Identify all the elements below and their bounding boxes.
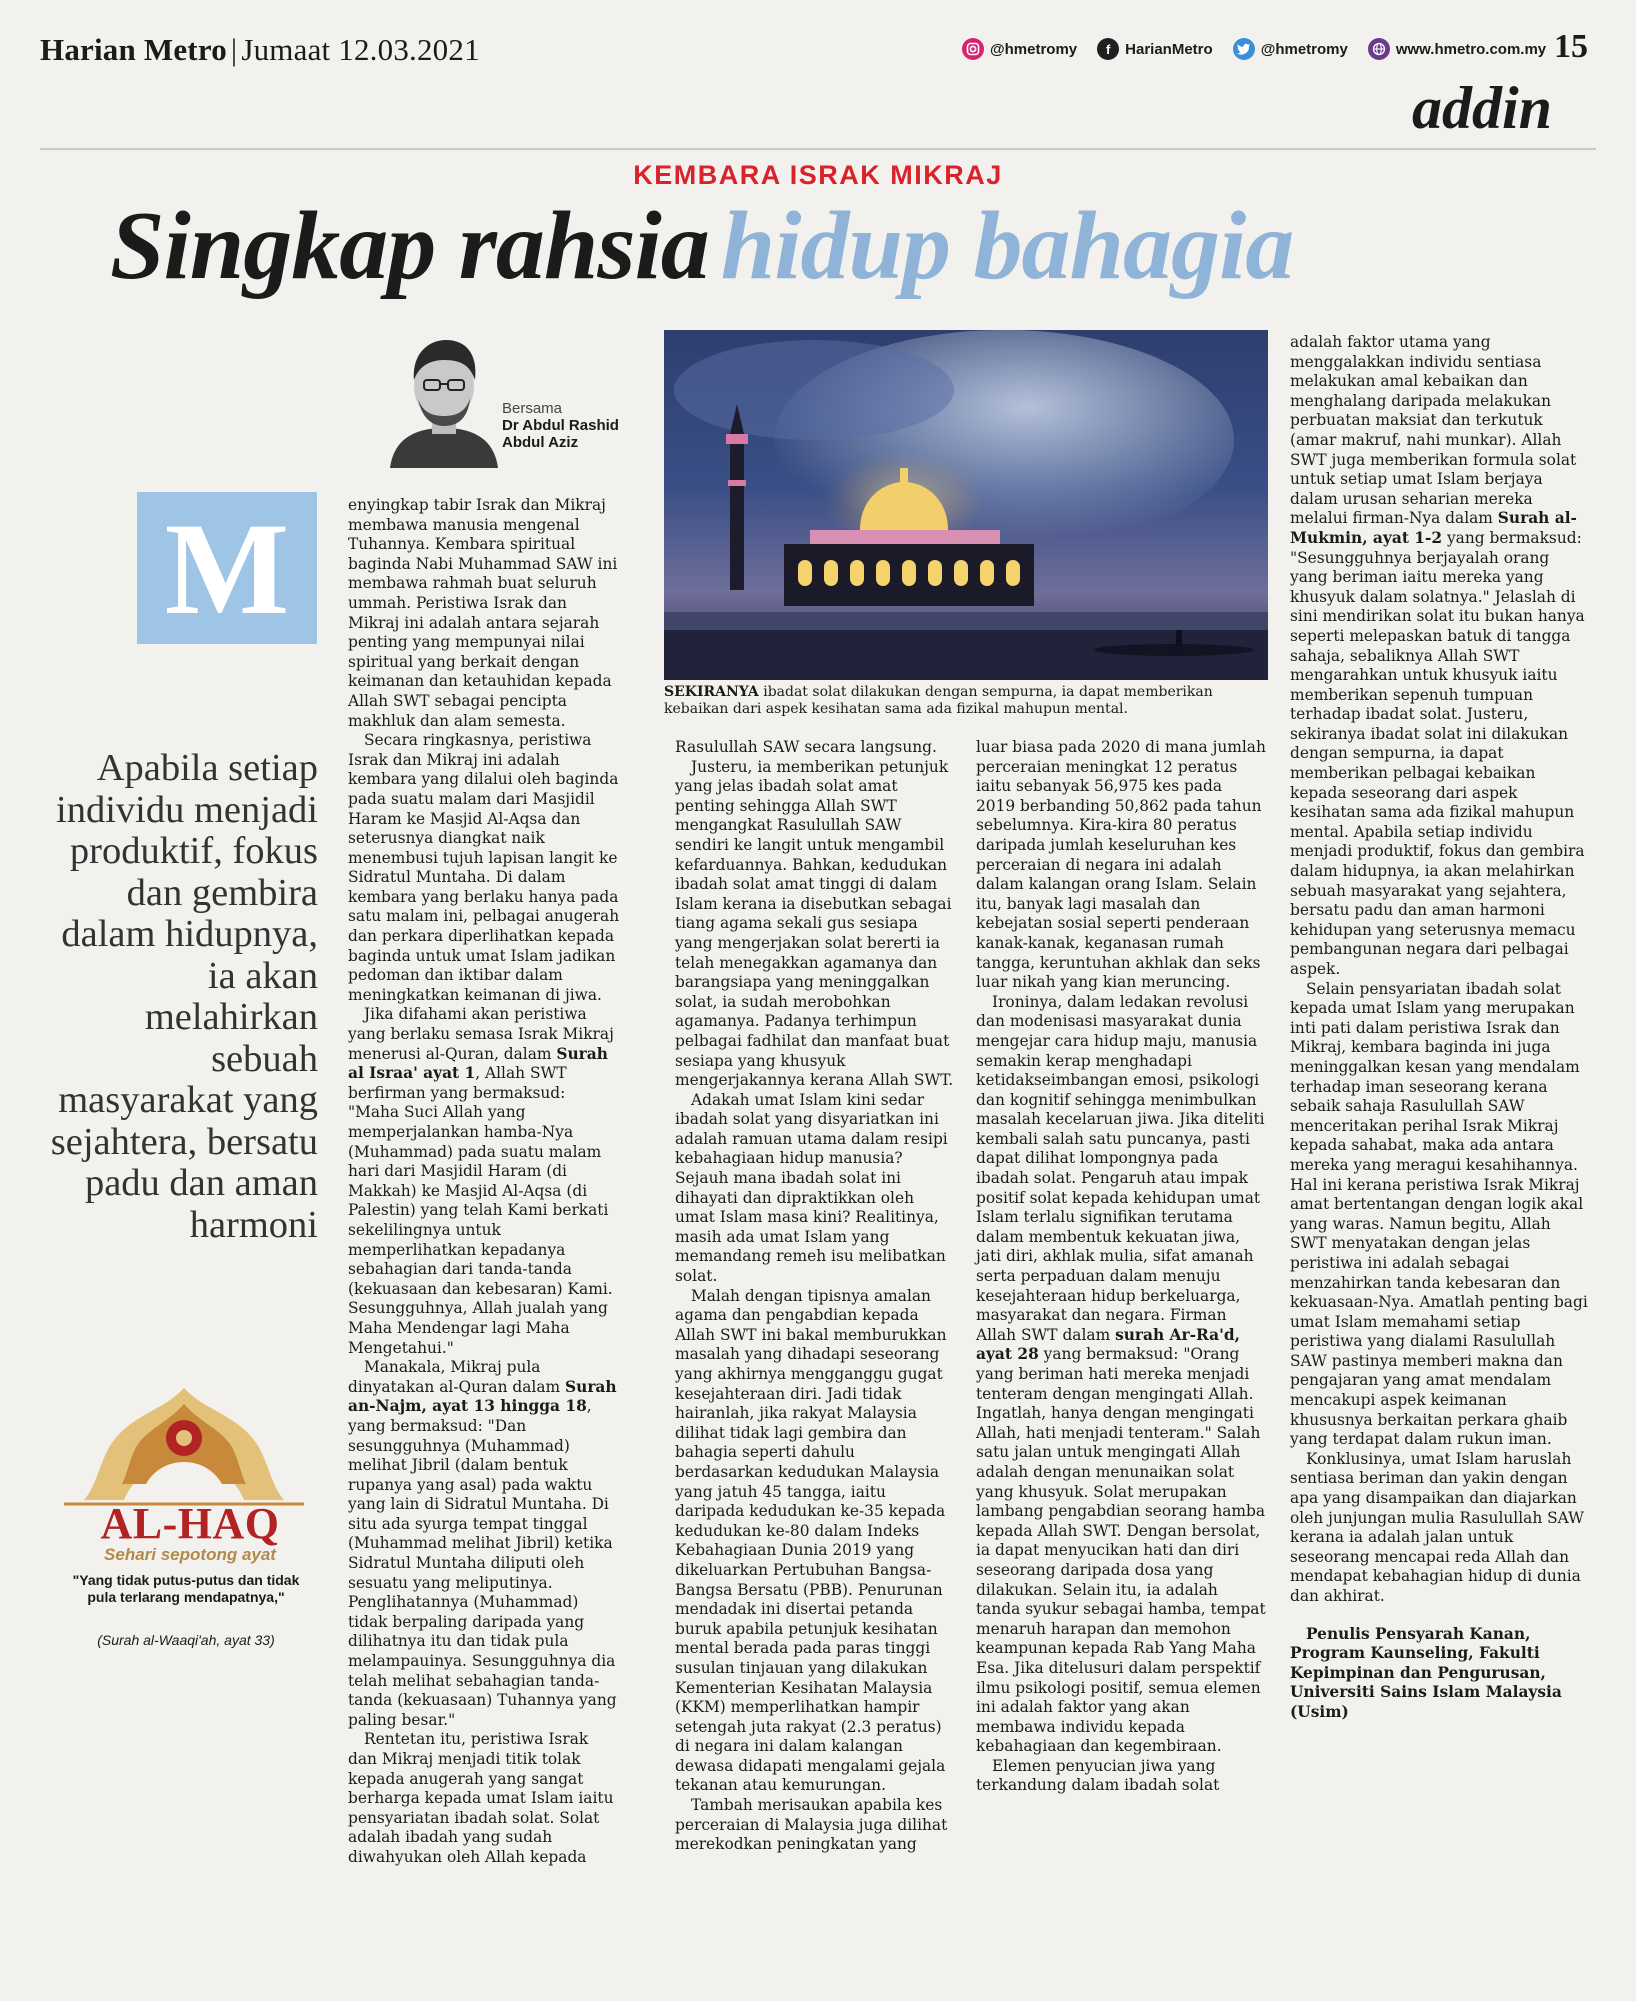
paragraph: luar biasa pada 2020 di mana jumlah perceraian meningkat 12 peratus iaitu sebanyak 56,975 kes pada 2019 berbanding 50,862 pada tahun sebelumnya. Kira-kira 80 peratus daripada jumlah keseluruhan kes perceraian di negara ini adalah dalam kalangan orang Islam. Selain itu, banyak lagi masalah dan kebejatan sosial seperti penderaan kanak-kanak, keganasan rumah tangga, keruntuhan akhlak dan seks luar nikah yang kian meruncing. — [976, 738, 1266, 992]
headline — [110, 190, 1293, 302]
paragraph: Secara ringkasnya, peristiwa Israk dan Mikraj ini adalah kembara yang dilalui oleh baginda pada suatu malam dari Masjidil Haram ke Masjid Al-Aqsa dan seterusnya diangkat naik menembusi tujuh lapisan langit ke Sidratul Muntaha. Di dalam kembara yang berlaku hanya pada satu malam ini, pelbagai anugerah dan perkara diperlihatkan kepada baginda untuk umat Islam jadikan pedoman dan iktibar dalam meningkatkan keimanan di jiwa. — [348, 731, 620, 1004]
byline-name-line1: Dr Abdul Rashid — [502, 417, 619, 434]
instagram-handle: @hmetromy — [990, 40, 1078, 58]
article-column-2 — [675, 738, 955, 1855]
verse-reference: Surah an-Najm, ayat 13 hingga 18 — [348, 1377, 617, 1416]
article-column-3 — [976, 738, 1266, 1796]
page-number: 15 — [1554, 28, 1588, 65]
paragraph: Elemen penyucian jiwa yang terkandung dalam ibadah solat — [976, 1756, 1220, 1795]
paper-name: Harian Metro — [40, 32, 227, 67]
section-name: addin — [1412, 75, 1553, 141]
caption-text: ibadat solat dilakukan dengan sempurna, ia dapat memberikan kebaikan dari aspek kesihatan sama ada fizikal mahupun mental. — [664, 684, 1213, 717]
twitter-icon — [1233, 38, 1255, 60]
headline-part1: Singkap rahsia — [110, 192, 709, 300]
kicker: KEMBARA ISRAK MIKRAJ — [633, 160, 1003, 190]
verse-reference: surah Ar-Ra'd, ayat 28 — [976, 1325, 1240, 1364]
issue-date: Jumaat 12.03.2021 — [241, 32, 480, 67]
alhaq-title: AL-HAQ — [100, 1499, 280, 1548]
paragraph: Jika difahami akan peristiwa yang berlaku semasa Israk Mikraj menerusi al-Quran, dalam Surah al Israa' ayat 1, Allah SWT berfirman yang bermaksud: "Maha Suci Allah yang memperjalankan hamba-Nya (Muhammad) pada suatu malam hari dari Masjidil Haram (di Makkah) ke Masjid Al-Aqsa (di Palestin) yang telah Kami berkati sekelilingnya untuk memperlihatkan kepadanya sebahagian dari tanda-tanda (kekuasaan dan kebesaran) Kami. Sesungguhnya, Allah jualah yang Maha Mendengar lagi Maha Mengetahui." — [348, 1005, 614, 1357]
social-instagram[interactable] — [962, 38, 1077, 60]
paragraph: Rasulullah SAW secara langsung. — [675, 738, 937, 756]
article-column-4 — [1290, 333, 1590, 1723]
pull-quote: Apabila setiap individu menjadi produktif, fokus dan gembira dalam hidupnya, ia akan melahirkan sebuah masyarakat yang sejahtera, bersatu padu dan aman harmoni — [50, 747, 318, 1246]
social-facebook[interactable] — [1097, 38, 1213, 60]
paragraph: Manakala, Mikraj pula dinyatakan al-Quran dalam Surah an-Najm, ayat 13 hingga 18, yang bermaksud: "Dan sesungguhnya (Muhammad) melihat Jibril (dalam bentuk rupanya yang asal) pada waktu yang lain di Sidratul Muntaha. Di situ ada syurga tempat tinggal (Muhammad melihat Jibril) ketika Sidratul Muntaha diliputi oleh sesuatu yang meliputinya. Penglihatannya (Muhammad) tidak berpaling daripada yang dilihatnya itu dan tidak pula melampauinya. Sesungguhnya dia telah melihat sebahagian tanda-tanda (kekuasaan) Tuhannya yang paling besar." — [348, 1358, 617, 1729]
paragraph: Ironinya, dalam ledakan revolusi dan modenisasi masyarakat dunia mengejar cara hidup maju, manusia semakin kerap menghadapi ketidakseimbangan emosi, psikologi dan kognitif sehingga menimbulkan masalah kecelaruan jiwa. Jika diteliti kembali salah satu puncanya, pasti dapat dilihat lompongnya pada ibadah solat. Pengaruh atau impak positif solat kepada kehidupan umat Islam terlalu signifikan terutama dalam membentuk kekuatan jiwa, jati diri, akhlak mulia, sifat amanah serta perpaduan dalam menuju kesejahteraan hidup berkeluarga, masyarakat dan negara. Firman Allah SWT dalam surah Ar-Ra'd, ayat 28 yang bermaksud: "Orang yang beriman hati mereka menjadi tenteram dengan mengingati Allah. Ingatlah, hanya dengan mengingati Allah, hati menjadi tenteram." Salah satu jalan untuk mengingati Allah adalah dengan menunaikan solat yang khusyuk. Solat merupakan lambang pengabdian seorang hamba kepada Allah SWT. Dengan bersolat, ia dapat menyucikan hati dan diri seseorang daripada dosa yang dilakukan. Selain itu, ia adalah tanda syukur sebagai hamba, tempat menaruh harapan dan memohon keampunan kepada Rab Yang Maha Esa. Jika ditelusuri dalam perspektif ilmu psikologi positif, semua elemen ini adalah faktor yang akan membawa individu kepada kebahagiaan dan kegembiraan. — [976, 992, 1266, 1756]
drop-cap: M — [137, 492, 317, 644]
verse-reference: Surah al-Mukmin, ayat 1-2 — [1290, 509, 1577, 547]
masthead — [40, 32, 480, 68]
alhaq-subtitle: Sehari sepotong ayat — [104, 1545, 276, 1564]
verse-reference: Surah al Israa' ayat 1 — [348, 1044, 608, 1083]
web-icon — [1368, 38, 1390, 60]
facebook-icon: f — [1097, 38, 1119, 60]
header-rule — [40, 148, 1596, 150]
author-bio: Penulis Pensyarah Kanan, Program Kaunseling, Fakulti Kepimpinan dan Pengurusan, Universiti Sains Islam Malaysia (Usim) — [1290, 1624, 1562, 1721]
facebook-handle: HarianMetro — [1125, 40, 1213, 58]
social-links — [962, 38, 1556, 60]
paragraph: Justeru, ia memberikan petunjuk yang jelas ibadah solat amat penting sehingga Allah SWT mengangkat Rasulullah SAW sendiri ke langit untuk mengambil kefarduannya. Bahkan, kedudukan ibadah solat amat tinggi di dalam Islam kerana ia disebutkan sebagai tiang agama sekali gus sesiapa yang mengerjakan solat bererti ia telah menegakkan agamanya dan barangsiapa yang meninggalkan solat, ia sudah merobohkan agamanya. Padanya terhimpun pelbagai fadhilat dan manfaat buat sesiapa yang khusyuk mengerjakannya kerana Allah SWT. — [675, 757, 954, 1090]
photo-caption — [664, 684, 1268, 718]
social-website[interactable] — [1368, 38, 1546, 60]
paragraph: adalah faktor utama yang menggalakkan individu sentiasa melakukan amal kebaikan dan menghalang daripada melakukan perbuatan maksiat dan terkutuk (amar makruf, nahi munkar). Allah SWT juga memberikan formula solat untuk setiap umat Islam berjaya dalam urusan seharian mereka melalui firman-Nya dalam Surah al-Mukmin, ayat 1-2 yang bermaksud: "Sesungguhnya berjayalah orang yang beriman iaitu mereka yang khusyuk dalam solatnya." Jelaslah di sini mendirikan solat itu bukan hanya seperti melepaskan batuk di tangga sahaja, sebaliknya Allah SWT mengarahkan untuk khusyuk iaitu memberikan sepenuh tumpuan terhadap ibadat solat. Justeru, sekiranya ibadat solat ini dilakukan dengan sempurna, ia dapat memberikan pelbagai kebaikan kepada seseorang dari aspek kesihatan sama ada fizikal mahupun mental. Apabila setiap individu menjadi produktif, fokus dan gembira dalam hidupnya, ia akan melahirkan sebuah masyarakat yang sejahtera, bersatu padu dan aman harmoni kehidupan yang seterusnya memacu pembangunan negara dari pelbagai aspek. — [1290, 333, 1585, 978]
paragraph: Konklusinya, umat Islam haruslah sentiasa beriman dan yakin dengan apa yang disampaikan dan diajarkan oleh junjungan mulia Rasulullah SAW kerana ia adalah jalan untuk seseorang mencapai reda Allah dan mendapat kebahagian hidup di dunia dan akhirat. — [1290, 1449, 1584, 1605]
caption-lead: SEKIRANYA — [664, 684, 759, 700]
alhaq-quote: "Yang tidak putus-putus dan tidak pula terlarang mendapatnya," — [72, 1572, 300, 1605]
paragraph: Malah dengan tipisnya amalan agama dan pengabdian kepada Allah SWT ini bakal memburukkan masalah yang dihadapi seseorang yang akhirnya mengganggu gugat kesejahteraan diri. Jadi tidak hairanlah, jika rakyat Malaysia dilihat tidak lagi gembira dan bahagia seperti dahulu berdasarkan kedudukan Malaysia yang jatuh 45 tangga, iaitu daripada kedudukan ke-35 kepada kedudukan ke-80 dalam Indeks Kebahagiaan Dunia 2019 yang dikeluarkan Pertubuhan Bangsa-Bangsa Bersatu (PBB). Penurunan mendadak ini disertai petanda buruk apabila petunjuk kesihatan mental berada pada paras tinggi susulan tinjauan yang dilakukan Kementerian Kesihatan Malaysia (KKM) memperlihatkan hampir setengah juta rakyat (2.3 peratus) di negara ini dalam kalangan dewasa didapati mengalami gejala tekanan atau kemurungan. — [675, 1286, 947, 1795]
instagram-icon — [962, 38, 984, 60]
paragraph: Selain pensyariatan ibadah solat kepada umat Islam yang merupakan inti pati dalam peristiwa Israk dan Mikraj, kembara baginda ini juga meninggalkan kesan yang mendalam terhadap iman seseorang kerana sebaik sahaja Rasulullah SAW menceritakan perihal Israk Mikraj kepada sahabat, maka ada antara mereka yang meragui kesahihannya. Hal ini kerana peristiwa Israk Mikraj amat bertentangan dengan logik akal yang waras. Namun begitu, Allah SWT menyatakan dengan jelas peristiwa ini adalah sebagai menzahirkan tanda kebesaran dan kekuasaan-Nya. Amatlah penting bagi umat Islam memahami setiap peristiwa yang dialami Rasulullah SAW pastinya memberi makna dan pengajaran yang amat mendalam mencakupi aspek keimanan khususnya berkaitan perkara ghaib yang terdapat dalam rukun iman. — [1290, 979, 1588, 1449]
paragraph: Rentetan itu, peristiwa Israk dan Mikraj menjadi titik tolak kepada anugerah yang sangat berharga kepada umat Islam iaitu pensyariatan ibadah solat. Solat adalah ibadah yang sudah diwahyukan oleh Allah kepada — [348, 1730, 614, 1866]
paragraph: Adakah umat Islam kini sedar ibadah solat yang disyariatkan ini adalah ramuan utama dalam resipi kebahagiaan hidup manusia? Sejauh mana ibadah solat ini dihayati dan dipraktikkan oleh umat Islam masa kini? Realitinya, masih ada umat Islam yang memandang remeh isu melibatkan solat. — [675, 1090, 948, 1286]
byline-name-line2: Abdul Aziz — [502, 434, 579, 451]
byline-label: Bersama — [502, 400, 563, 417]
article-column-1 — [348, 496, 620, 1868]
author-photo — [382, 328, 506, 468]
byline — [502, 400, 619, 451]
website-url: www.hmetro.com.my — [1395, 40, 1547, 58]
paragraph: Tambah merisaukan apabila kes perceraian di Malaysia juga dilihat merekodkan peningkatan yang — [675, 1796, 948, 1854]
social-twitter[interactable] — [1233, 38, 1348, 60]
twitter-handle: @hmetromy — [1260, 40, 1348, 58]
masthead-separator: | — [230, 32, 238, 67]
alhaq-source: (Surah al-Waaqi'ah, ayat 33) — [97, 1632, 275, 1648]
headline-part2: hidup bahagia — [720, 192, 1294, 300]
mosque-photo — [664, 330, 1268, 680]
paragraph: enyingkap tabir Israk dan Mikraj membawa manusia mengenal Tuhannya. Kembara spiritual baginda Nabi Muhammad SAW ini membawa rahmah buat seluruh ummah. Peristiwa Israk dan Mikraj ini adalah antara sejarah penting yang mempunyai nilai spiritual yang berkait dengan keimanan dan ketauhidan kepada Allah SWT sebagai pencipta makhluk dan alam semesta. — [348, 496, 618, 730]
